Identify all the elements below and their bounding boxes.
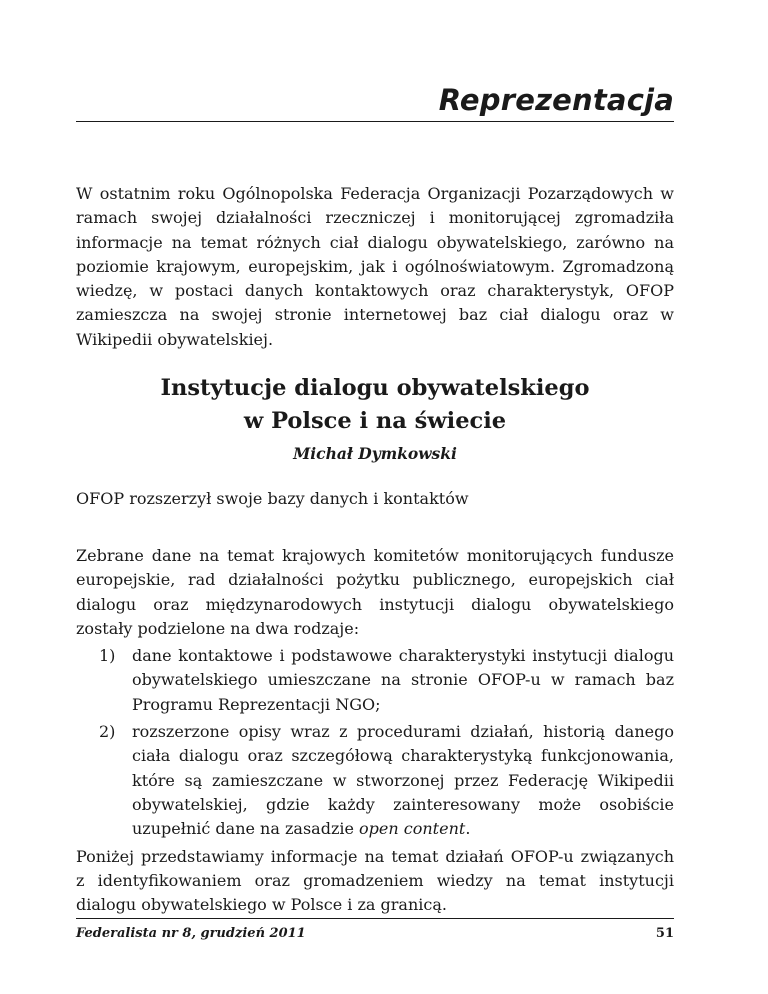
- article-body: [76, 544, 674, 917]
- header-divider: [76, 121, 674, 122]
- intro-paragraph: W ostatnim roku Ogólnopolska Federacja Organizacji Pozarządowych w ramach swojej działalności rzeczniczej i monitorującej zgromadziła informacje na temat różnych ciał dialogu obywatelskiego, zarówno na poziomie krajowym, europejskim, jak i ogólnoświatowym. Zgromadzoną wiedzę, w postaci danych kontaktowych oraz charakterystyk, OFOP zamieszcza na swojej stronie internetowej baz ciał dialogu oraz w Wikipedii obywatelskiej.: [76, 184, 674, 349]
- footer-divider: [76, 918, 674, 919]
- section-title: Reprezentacja: [438, 83, 674, 117]
- article-title-line-2: w Polsce i na świecie: [243, 408, 507, 434]
- article-author: Michał Dymkowski: [293, 444, 457, 463]
- closing-paragraph: Poniżej przedstawiamy informacje na temat działań OFOP-u związanych z identyfikowaniem oraz gromadzeniem wiedzy na temat instytucji dialogu obywatelskiego w Polsce i za granicą.: [76, 846, 674, 915]
- article-subtitle: OFOP rozszerzył swoje bazy danych i kontaktów: [76, 489, 469, 508]
- document-page: [76, 0, 674, 994]
- list-item-text: rozszerzone opisy wraz z procedurami działań, historią danego ciała dialogu oraz szczegółową charakterystyką funkcjonowania, które są zamieszczane w stworzonej przez Federację Wikipedii obywatelskiej, gdzie każdy zainteresowany może osobiście uzupełnić dane na zasadzie: [132, 722, 674, 839]
- publication-info: Federalista nr 8, grudzień 2011: [76, 926, 306, 941]
- list-item-number: 2): [99, 722, 116, 742]
- article-title-line-1: Instytucje dialogu obywatelskiego: [160, 375, 590, 401]
- list-item-text: dane kontaktowe i podstawowe charakterystyki instytucji dialogu obywatelskiego umieszczane na stronie OFOP-u w ramach baz Programu Reprezentacji NGO;: [132, 646, 674, 714]
- category-list: [76, 644, 674, 841]
- lead-paragraph: Zebrane dane na temat krajowych komitetów monitorujących fundusze europejskie, rad działalności pożytku publicznego, europejskich ciał dialogu oraz międzynarodowych instytucji dialogu obywatelskiego zostały podzielone na dwa rodzaje:: [76, 546, 674, 638]
- list-item-tail: .: [465, 819, 471, 839]
- list-item: [76, 720, 674, 841]
- list-item-emphasis: open content: [359, 819, 466, 839]
- article-title: [76, 372, 674, 438]
- page-number: 51: [655, 926, 674, 941]
- list-item: [76, 644, 674, 717]
- list-item-number: 1): [99, 646, 116, 666]
